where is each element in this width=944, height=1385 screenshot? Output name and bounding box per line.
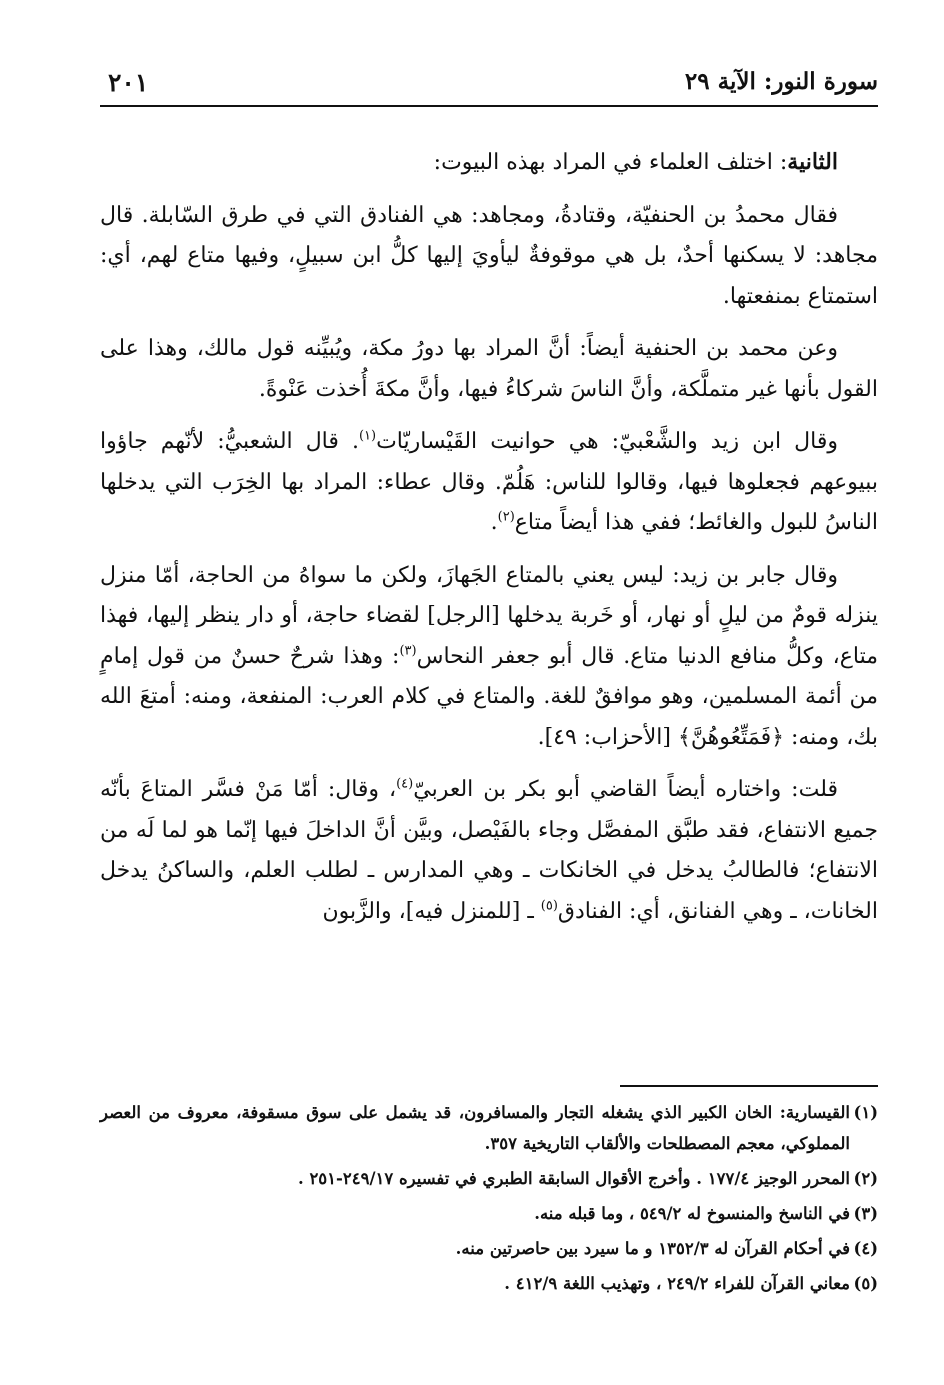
paragraph-text: ـ [للمنزل فيه]، والزَّبون: [322, 898, 541, 924]
main-text: [100, 142, 878, 932]
footnote-number: (١): [853, 1103, 878, 1122]
footnotes: [100, 1097, 878, 1303]
paragraph-text: وعن محمد بن الحنفية أيضاً: أنَّ المراد بها دورُ مكة، ويُبيِّنه قول مالك، وهذا على القول بأنها غير متملَّكة، وأنَّ الناسَ شركاءُ فيها، وأنَّ مكةَ أُخذت عَنْوةً.: [100, 336, 878, 402]
page-number: ٢٠١: [108, 68, 149, 97]
paragraph-text: ، وقال: أمّا مَنْ فسَّر المتاعَ بأنّه جميع الانتفاع، فقد طبَّق المفصَّل وجاء بالفَيْصل، وبيَّن أنَّ الداخلَ فيها إنّما هو لما لَه من الانتفاع؛ فالطالبُ يدخل في الخانكات ـ وهي المدارس ـ لطلب العلم، والساكنُ يدخل الخانات، ـ وهي الفنانق، أي: الفنادق: [100, 777, 878, 924]
paragraph-3: [100, 329, 878, 410]
footnote-text: المحرر الوجيز ١٧٧/٤ . وأخرج الأقوال السابقة الطبري في تفسيره ٢٤٩/١٧-٢٥١ .: [297, 1169, 850, 1188]
paragraph-lead: الثانية: [787, 149, 838, 175]
footnote-text: في الناسخ والمنسوخ له ٥٤٩/٢ ، وما قبله منه.: [534, 1204, 850, 1223]
paragraph-text: : وهذا شرحٌ حسنٌ من قول إمامٍ من أئمة المسلمين، وهو موافقٌ للغة. والمتاع في كلام العرب: المنفعة، ومنه: أمتعَ الله بك، ومنه: ﴿فَمَتِّعُوهُنَّ﴾ [الأحزاب: ٤٩].: [100, 643, 878, 750]
footnote-number: (٥): [853, 1274, 878, 1293]
footnote-ref-1[interactable]: (١): [358, 428, 377, 444]
footnote-text: في أحكام القرآن له ١٣٥٢/٣ و ما سيرد بين حاصرتين منه.: [455, 1239, 850, 1258]
footnote-ref-2[interactable]: (٢): [497, 509, 515, 525]
paragraph-text: : اختلف العلماء في المراد بهذه البيوت:: [433, 150, 788, 175]
paragraph-text: .: [490, 510, 498, 535]
footnote-divider: [620, 1085, 878, 1087]
footnote-text: معاني القرآن للفراء ٢٤٩/٢ ، وتهذيب اللغة ٤١٢/٩ .: [504, 1274, 850, 1293]
paragraph-text: قلت: واختاره أيضاً القاضي أبو بكر بن العربيّ: [413, 777, 838, 802]
footnote-5: [100, 1268, 878, 1299]
footnote-3: [100, 1198, 878, 1229]
footnote-ref-5[interactable]: (٥): [540, 898, 558, 914]
footnote-ref-4[interactable]: (٤): [396, 776, 414, 792]
footnote-4: [100, 1233, 878, 1264]
paragraph-text: فقال محمدُ بن الحنفيّة، وقتادةُ، ومجاهد: هي الفنادق التي في طرق السّابلة. قال مجاهد: لا يسكنها أحدٌ، بل هي موقوفةٌ ليأويَ إليها كلُّ ابن سبيلٍ، وفيها متاع لهم، أي: استمتاع بمنفعتها.: [100, 202, 878, 309]
paragraph-2: [100, 196, 878, 318]
paragraph-6: [100, 770, 878, 932]
footnote-number: (٤): [853, 1239, 878, 1258]
footnote-number: (٣): [853, 1204, 878, 1223]
header-title: سورة النور: الآية ٢٩: [684, 68, 878, 95]
paragraph-1: [100, 142, 878, 184]
paragraph-4: [100, 422, 878, 544]
footnote-number: (٢): [853, 1169, 878, 1188]
footnote-text: القيسارية: الخان الكبير الذي يشغله التجار والمسافرون، قد يشمل على سوق مسقوفة، معروف من العصر المملوكي، معجم المصطلحات والألقاب التاريخية ٣٥٧.: [100, 1103, 850, 1153]
footnote-1: [100, 1097, 878, 1159]
paragraph-text: وقال جابر بن زيد: ليس يعني بالمتاع الجَهازَ، ولكن ما سواهُ من الحاجة، أمّا منزل ينزله قومٌ من ليلٍ أو نهار، أو خَربة يدخلها [الرجل] لقضاء حاجة، أو دار ينظر إليها، فهذا متاع، وكلُّ منافع الدنيا متاع. قال أبو جعفر النحاس: [100, 562, 879, 669]
paragraph-text: وقال ابن زيد والشَّعْبيّ: هي حوانيت القَيْساريّات: [376, 429, 838, 454]
paragraph-5: [100, 556, 878, 759]
footnote-ref-3[interactable]: (٣): [399, 643, 417, 659]
footnote-2: [100, 1163, 878, 1194]
paragraph-text: . قال الشعبيُّ: لأنّهم جاؤوا ببيوعهم فجعلوها فيها، وقالوا للناس: هَلُمّ. وقال عطاء: المراد بها الخِرَب التي يدخلها الناسُ للبول والغائط؛ ففي هذا أيضاً متاع: [100, 429, 878, 535]
header-divider: [100, 105, 878, 107]
running-header: [100, 62, 878, 106]
